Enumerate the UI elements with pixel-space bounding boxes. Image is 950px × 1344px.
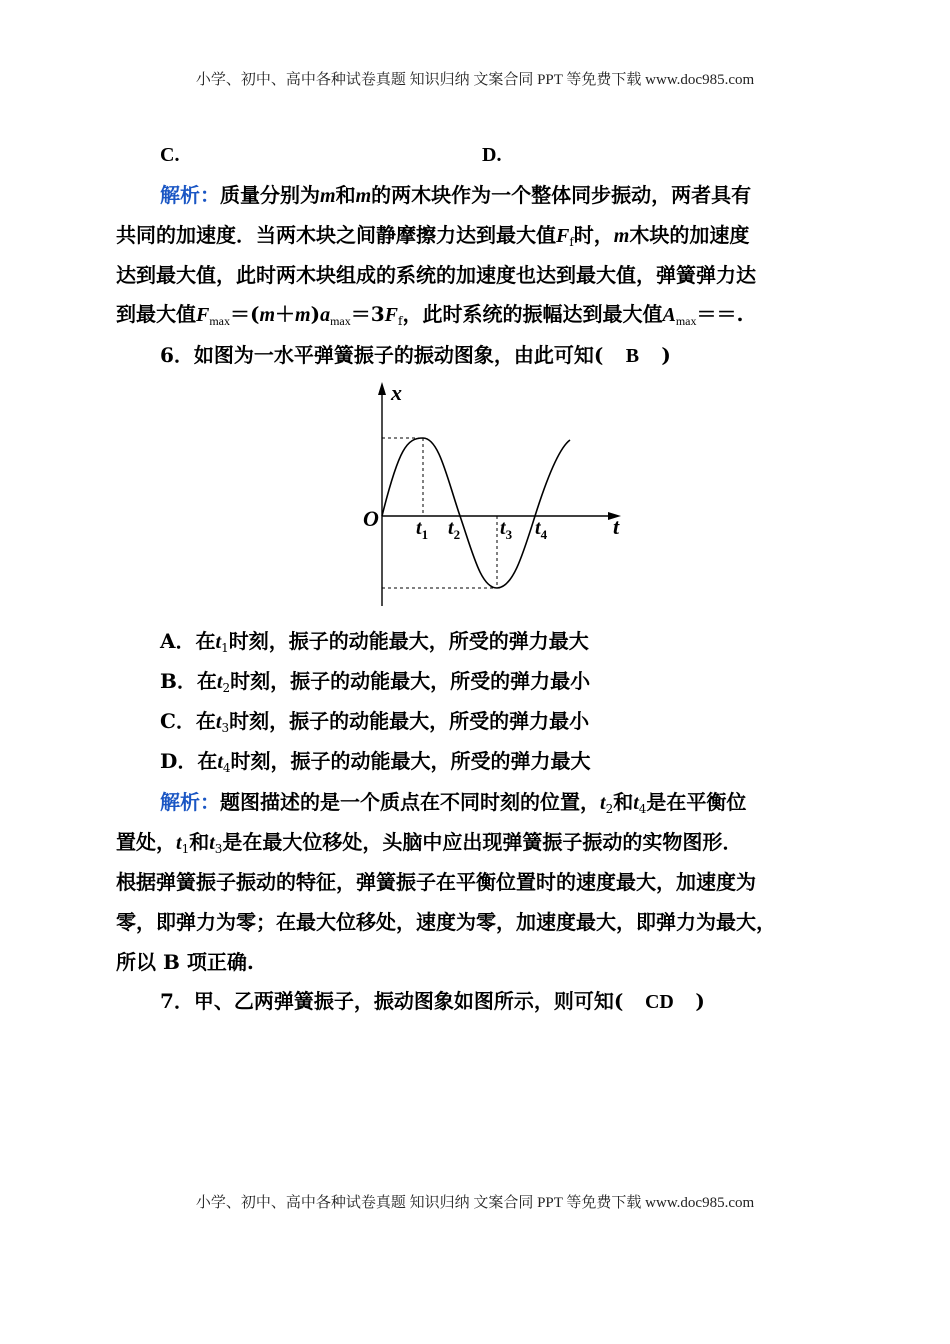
tick-t4: $t_4$ xyxy=(535,517,548,542)
q5-option-c: C. xyxy=(160,144,180,166)
sine-curve xyxy=(382,438,570,588)
q6-explanation-line-5: 所以 B 项正确. xyxy=(116,950,254,974)
q6-option-d: D．在$t_4$时刻，振子的动能最大，所受的弹力最大 xyxy=(160,749,591,775)
q6-answer: B xyxy=(625,345,640,367)
q6-explanation-line-2: 置处，$t_1$和$t_3$是在最大位移处，头脑中应出现弹簧振子振动的实物图形． xyxy=(116,830,743,856)
t-axis-label: t xyxy=(613,514,620,539)
vibration-graph xyxy=(355,378,635,614)
tick-t3: $t_3$ xyxy=(500,517,513,542)
q5-explanation-line-1: 解析：质量分别为m和m的两木块作为一个整体同步振动，两者具有 xyxy=(160,183,752,207)
page-footer: 小学、初中、高中各种试卷真题 知识归纳 文案合同 PPT 等免费下载 www.doc985.com xyxy=(195,1195,755,1211)
tick-t2: $t_2$ xyxy=(448,517,461,542)
q5-explanation-line-4: 到最大值$F_{max}=(m+m)a_{max}=3F_f$，此时系统的振幅达到最大值$A_{max}==$. xyxy=(116,302,744,328)
q7-stem: 7．甲、乙两弹簧振子，振动图象如图所示，则可知( CD ) xyxy=(160,986,896,1016)
q7-answer: CD xyxy=(644,991,674,1013)
x-axis-label: x xyxy=(391,380,402,405)
q5-option-d: D. xyxy=(482,144,502,166)
q6-option-a: A．在$t_1$时刻，振子的动能最大，所受的弹力最大 xyxy=(160,629,589,655)
q6-option-b: B．在$t_2$时刻，振子的动能最大，所受的弹力最小 xyxy=(160,669,591,695)
q6-explanation-line-1: 解析：题图描述的是一个质点在不同时刻的位置，$t_2$和$t_4$是在平衡位 xyxy=(160,790,747,816)
x-axis-arrow xyxy=(378,382,386,395)
q6-option-c: C．在$t_3$时刻，振子的动能最大，所受的弹力最小 xyxy=(160,709,590,735)
explanation-label: 解析： xyxy=(160,183,220,207)
tick-t1: $t_1$ xyxy=(416,517,429,542)
q5-explanation-line-3: 达到最大值，此时两木块组成的系统的加速度也达到最大值，弹簧弹力达 xyxy=(116,263,756,287)
q5-explanation-line-2: 共同的加速度．当两木块之间静摩擦力达到最大值$F_f$时，m木块的加速度 xyxy=(116,223,750,249)
q6-explanation-line-3: 根据弹簧振子振动的特征，弹簧振子在平衡位置时的速度最大，加速度为 xyxy=(116,870,756,894)
q6-explanation-line-4: 零，即弹力为零；在最大位移处，速度为零，加速度最大，即弹力为最大， xyxy=(116,910,776,934)
page-header: 小学、初中、高中各种试卷真题 知识归纳 文案合同 PPT 等免费下载 www.doc985.com xyxy=(195,72,755,88)
q6-stem: 6．如图为一水平弹簧振子的振动图象，由此可知( B ) xyxy=(160,340,896,370)
explanation-label: 解析： xyxy=(160,790,220,814)
origin-label: O xyxy=(363,506,379,531)
